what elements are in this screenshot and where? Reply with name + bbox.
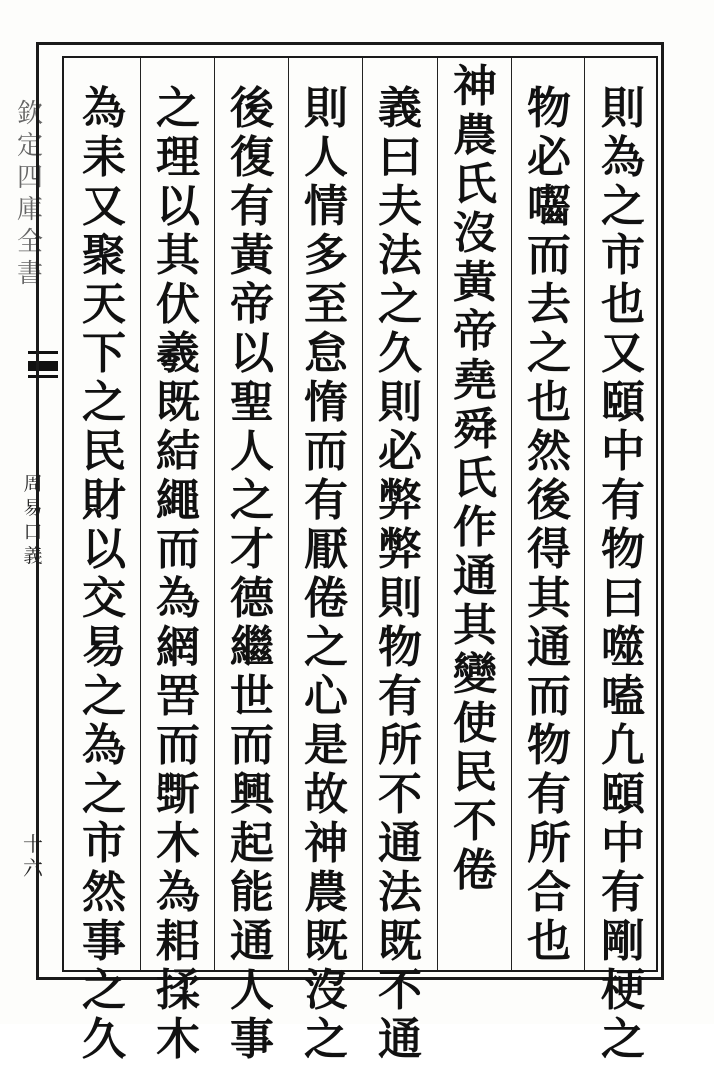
column-rule — [437, 58, 438, 970]
text-column-1: 則 為 之 市 也 又 頤 中 有 物 曰 噬 嗑 凢 頤 中 有 剛 梗 之 — [601, 83, 645, 1065]
column-rule — [511, 58, 512, 970]
column-rule — [362, 58, 363, 970]
text-column-4: 義 曰 夫 法 之 久 則 必 弊 弊 則 物 有 所 不 通 法 既 不 通 — [378, 83, 422, 1065]
text-column-2: 物 必 囓 而 去 之 也 然 後 得 其 通 而 物 有 所 合 也 — [527, 83, 571, 967]
column-rule — [140, 58, 141, 970]
column-rule — [584, 58, 585, 970]
text-column-7: 之 理 以 其 伏 羲 既 結 繩 而 為 網 罟 而 斲 木 為 耜 揉 木 — [156, 83, 200, 1065]
running-title: 欽 定 四 庫 全 書 — [16, 99, 43, 289]
page-number: 十六 — [23, 832, 43, 880]
column-rule — [214, 58, 215, 970]
text-column-3: 神 農 氏 沒 黃 帝 堯 舜 氏 作 通 其 變 使 民 不 倦 — [453, 61, 497, 896]
book-title: 周 易 口 義 — [23, 473, 43, 567]
column-rule — [288, 58, 289, 970]
text-column-5: 則 人 情 多 至 怠 惰 而 有 厭 倦 之 心 是 故 神 農 既 沒 之 — [304, 83, 348, 1065]
text-column-8: 為 耒 又 聚 天 下 之 民 財 以 交 易 之 為 之 市 然 事 之 久 — [82, 83, 126, 1065]
text-column-6: 後 復 有 黃 帝 以 聖 人 之 才 德 繼 世 而 興 起 能 通 人 事 — [230, 83, 274, 1065]
